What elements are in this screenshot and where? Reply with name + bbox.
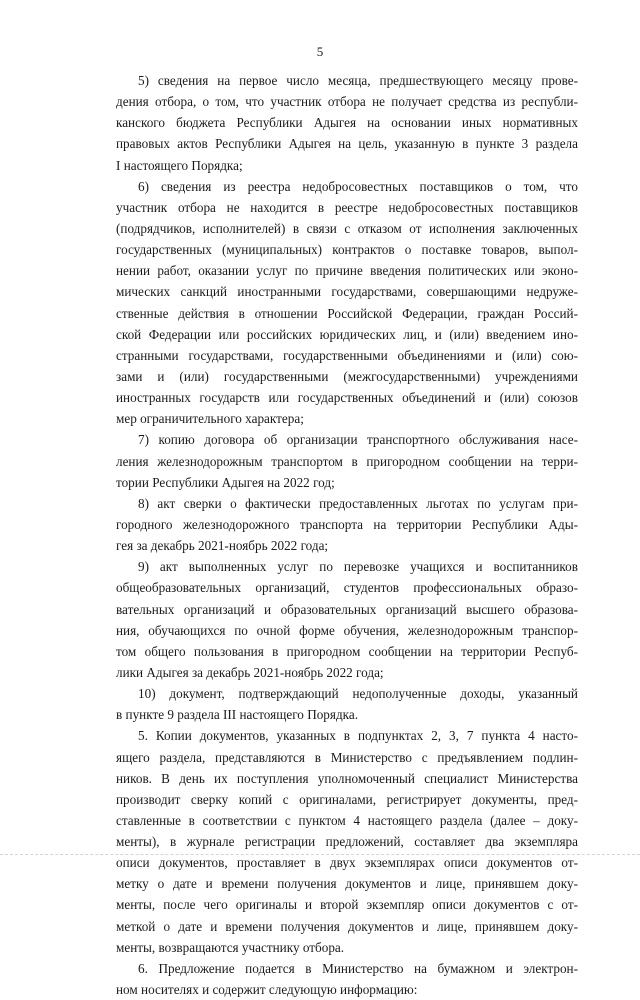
text-line: 9) акт выполненных услуг по перевозке учащихся и воспитанников (138, 559, 578, 575)
text-line: 5. Копии документов, указанных в подпунктах 2, 3, 7 пункта 4 насто- (138, 728, 578, 744)
text-line: ников. В день их поступления уполномоченный специалист Министерства (116, 770, 578, 786)
text-line: 5) сведения на первое число месяца, предшествующего месяцу прове- (138, 73, 578, 88)
text-line: дения отбора, о том, что участник отбора не получает средства из республи- (116, 94, 578, 110)
text-line: канского бюджета Республики Адыгея на основании иных нормативных (116, 115, 578, 131)
page-number: 5 (316, 44, 324, 59)
text-line: 6) сведения из реестра недобросовестных поставщиков о том, что (138, 178, 578, 194)
text-line: участник отбора не находится в реестре недобросовестных поставщиков (116, 199, 578, 215)
text-line: ящего раздела, представляются в Министерство с предъявлением подлин- (116, 749, 578, 765)
page-bottom-rule (0, 854, 640, 855)
text-line: государственных (муниципальных) контрактов о поставке товаров, выпол- (116, 242, 578, 258)
text-line: тории Республики Адыгея на 2022 год; (116, 474, 335, 490)
text-line: (подрядчиков, исполнителей) в связи с отказом от исполнения заключенных (116, 220, 578, 236)
text-line: лики Адыгея за декабрь 2021-ноябрь 2022 года; (116, 664, 384, 680)
text-line: меткой о дате и времени получения документов и лице, принявшем доку- (116, 918, 578, 934)
text-line: мических санкций иностранными государствами, совершающими недруже- (116, 284, 578, 300)
text-line: 6. Предложение подается в Министерство на бумажном и электрон- (138, 960, 578, 976)
text-line: зами и (или) государственными (межгосударственными) учреждениями (116, 368, 578, 384)
text-line: ственные действия в отношении Российской Федерации, граждан Россий- (116, 305, 578, 321)
text-line: 10) документ, подтверждающий недополученные доходы, указанный (138, 686, 578, 702)
text-line: ской Федерации или российских юридических лиц, и (или) введением ино- (116, 326, 578, 342)
text-line: мер ограничительного характера; (116, 411, 304, 427)
text-line: общеобразовательных организаций, студентов профессиональных образо- (116, 580, 578, 596)
text-line: ставленные в соответствии с пунктом 4 настоящего раздела (далее – доку- (116, 812, 578, 828)
text-line: в пункте 9 раздела III настоящего Порядка. (116, 707, 359, 723)
text-line: правовых актов Республики Адыгея на цель, указанную в пункте 3 раздела (116, 136, 578, 152)
text-line: ления железнодорожным транспортом в пригородном сообщении на терри- (116, 453, 578, 469)
text-line: 8) акт сверки о фактически предоставленных льготах по услугам при- (138, 495, 578, 511)
text-line: том общего пользования в пригородном сообщении на территории Респуб- (116, 643, 578, 659)
text-line: описи документов, проставляет в двух экземплярах описи документов от- (116, 855, 578, 871)
text-line: гея за декабрь 2021-ноябрь 2022 года; (116, 538, 329, 554)
text-line: I настоящего Порядка; (116, 157, 243, 173)
text-line: менты), в журнале регистрации предложений, составляет два экземпляра (116, 834, 578, 850)
document-body (116, 70, 578, 1000)
text-line: нении работ, оказании услуг по причине введения политических или эконо- (116, 263, 578, 279)
text-line: городного железнодорожного транспорта на территории Республики Ады- (116, 516, 578, 532)
text-line: ния, обучающихся по очной форме обучения, железнодорожным транспор- (116, 622, 578, 638)
text-line: метку о дате и времени получения документов и лице, принявшем доку- (116, 876, 578, 892)
text-line: менты, возвращаются участнику отбора. (116, 939, 345, 955)
text-line: ном носителях и содержит следующую информацию: (116, 982, 418, 998)
text-line: производит сверку копий с оригиналами, регистрирует документы, пред- (116, 791, 578, 807)
text-line: иностранных государств или государственных объединений и (или) союзов (116, 390, 578, 406)
text-line: странными государствами, государственными объединениями и (или) сою- (116, 347, 578, 363)
text-line: вательных организаций и образовательных организаций высшего образова- (116, 601, 578, 617)
text-line: менты, после чего оригиналы и второй экземпляр описи документов с от- (116, 897, 578, 913)
text-line: 7) копию договора об организации транспортного обслуживания насе- (138, 432, 578, 448)
